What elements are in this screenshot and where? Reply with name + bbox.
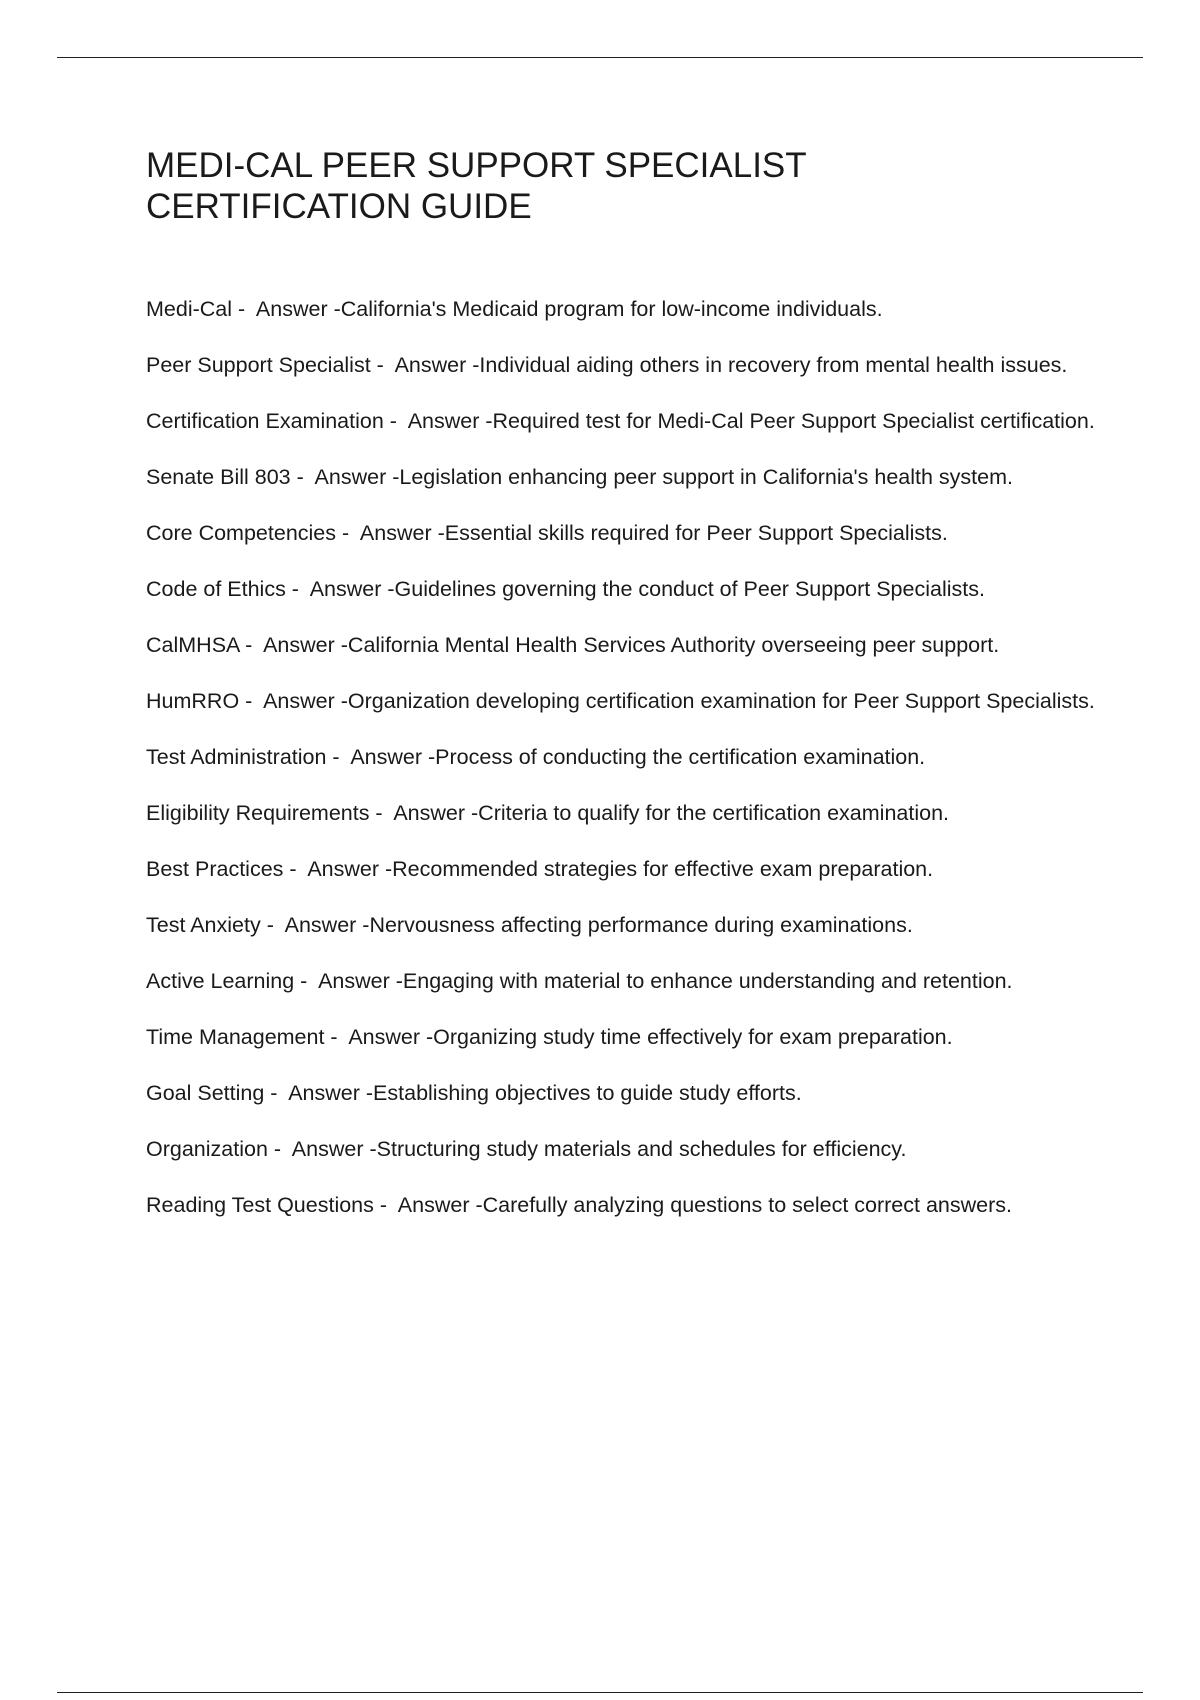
qa-term: Test Administration: [146, 745, 327, 769]
qa-definition: Essential skills required for Peer Support Specialists.: [444, 521, 948, 545]
page-title-line-2: CERTIFICATION GUIDE: [146, 187, 532, 226]
qa-item-certification-examination: [146, 408, 1096, 435]
qa-item-test-anxiety: [146, 912, 1096, 939]
qa-term: Goal Setting: [146, 1081, 265, 1105]
qa-separator: - Answer -: [290, 465, 400, 489]
qa-separator: - Answer -: [264, 1081, 374, 1105]
qa-term: Code of Ethics: [146, 577, 286, 601]
qa-definition: Structuring study materials and schedules for efficiency.: [376, 1137, 907, 1161]
qa-definition: Carefully analyzing questions to select correct answers.: [482, 1193, 1012, 1217]
qa-item-active-learning: [146, 968, 1096, 995]
qa-separator: - Answer -: [370, 353, 480, 377]
qa-definition: Required test for Medi-Cal Peer Support Specialist certification.: [492, 409, 1095, 433]
qa-item-humrro: [146, 688, 1096, 715]
qa-term: Best Practices: [146, 857, 284, 881]
qa-separator: - Answer -: [336, 521, 445, 545]
qa-term: Active Learning: [146, 969, 295, 993]
qa-separator: - Answer -: [283, 857, 393, 881]
qa-definition: Engaging with material to enhance understanding and retention.: [402, 969, 1013, 993]
qa-term: Peer Support Specialist: [146, 353, 371, 377]
qa-definition: Recommended strategies for effective exam preparation.: [392, 857, 934, 881]
qa-term: Eligibility Requirements: [146, 801, 370, 825]
qa-separator: - Answer -: [267, 1137, 377, 1161]
qa-definition: Legislation enhancing peer support in California's health system.: [399, 465, 1013, 489]
footer-rule: [57, 1692, 1143, 1693]
qa-term: Reading Test Questions: [146, 1193, 374, 1217]
header-rule: [57, 57, 1143, 58]
qa-item-organization: [146, 1136, 1096, 1163]
qa-item-test-administration: [146, 744, 1096, 771]
qa-term: Time Management: [146, 1025, 325, 1049]
qa-item-eligibility-requirements: [146, 800, 1096, 827]
qa-definition: Establishing objectives to guide study efforts.: [373, 1081, 802, 1105]
qa-item-peer-support-specialist: [146, 352, 1096, 379]
qa-item-time-management: [146, 1024, 1096, 1051]
qa-definition: Criteria to qualify for the certification examination.: [478, 801, 949, 825]
qa-separator: - Answer -: [285, 577, 395, 601]
qa-term: Organization: [146, 1137, 268, 1161]
qa-term: HumRRO: [146, 689, 240, 713]
qa-term: Test Anxiety: [146, 913, 261, 937]
qa-item-core-competencies: [146, 520, 1096, 547]
qa-item-senate-bill-803: [146, 464, 1096, 491]
qa-item-calmhsa: [146, 632, 1096, 659]
qa-definition: Organization developing certification examination for Peer Support Specialists.: [347, 689, 1095, 713]
qa-term: CalMHSA: [146, 633, 240, 657]
qa-separator: - Answer -: [239, 633, 348, 657]
qa-definition: Nervousness affecting performance during examinations.: [369, 913, 913, 937]
qa-item-code-of-ethics: [146, 576, 1096, 603]
qa-separator: - Answer -: [232, 297, 341, 321]
qa-definition: California's Medicaid program for low-income individuals.: [340, 297, 883, 321]
qa-item-best-practices: [146, 856, 1096, 883]
qa-item-medi-cal: [146, 296, 1096, 323]
qa-separator: - Answer -: [324, 1025, 434, 1049]
qa-separator: - Answer -: [326, 745, 436, 769]
qa-separator: - Answer -: [260, 913, 370, 937]
qa-separator: - Answer -: [294, 969, 403, 993]
qa-term: Core Competencies: [146, 521, 337, 545]
qa-item-reading-test-questions: [146, 1192, 1096, 1219]
qa-separator: - Answer -: [369, 801, 479, 825]
qa-definition: Process of conducting the certification examination.: [435, 745, 926, 769]
qa-definition: Individual aiding others in recovery from mental health issues.: [479, 353, 1068, 377]
qa-item-goal-setting: [146, 1080, 1096, 1107]
qa-separator: - Answer -: [383, 409, 493, 433]
qa-term: Certification Examination: [146, 409, 384, 433]
page-title: [146, 145, 1106, 227]
qa-list: [146, 296, 1096, 1248]
qa-definition: Guidelines governing the conduct of Peer Support Specialists.: [394, 577, 985, 601]
qa-definition: California Mental Health Services Authority overseeing peer support.: [347, 633, 1000, 657]
qa-separator: - Answer -: [373, 1193, 483, 1217]
qa-definition: Organizing study time effectively for exam preparation.: [433, 1025, 953, 1049]
qa-term: Senate Bill 803: [146, 465, 291, 489]
qa-term: Medi-Cal: [146, 297, 233, 321]
page-title-line-1: MEDI-CAL PEER SUPPORT SPECIALIST: [146, 146, 807, 185]
qa-separator: - Answer -: [239, 689, 348, 713]
